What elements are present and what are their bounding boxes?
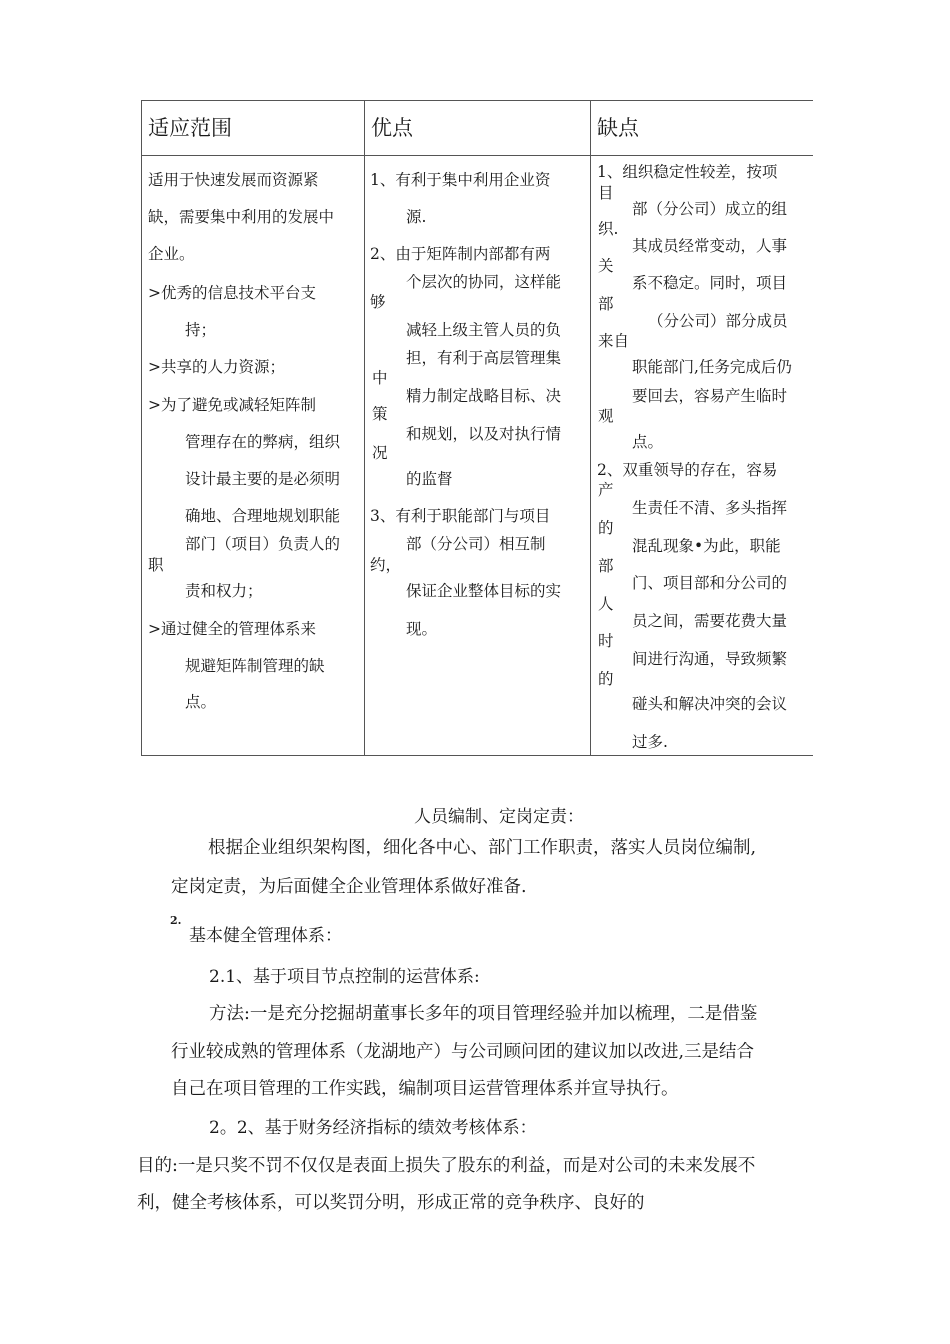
staffing-title: 人员编制、定岗定责： (414, 807, 584, 827)
scope-bullet: >通过健全的管理体系来 (148, 620, 316, 638)
section-2-number: 2. (170, 914, 182, 927)
section-2-1-paragraph-line: 方法:一是充分挖掘胡董事长多年的项目管理经验并加以梳理，二是借鉴 (209, 1004, 758, 1024)
advantage-line: 保证企业整体目标的实 (406, 582, 562, 600)
advantage-line: 约， (370, 556, 402, 574)
table-divider-1 (364, 100, 365, 755)
table-left-border (141, 100, 142, 755)
scope-line: 设计最主要的是必须明 (185, 470, 341, 488)
advantage-line: 部（分公司）相互制 (406, 535, 546, 553)
disadvantage-line: 2、双重领导的存在，容易 (597, 461, 778, 479)
table-divider-2 (590, 100, 591, 755)
scope-line: 部门（项目）负责人的 (185, 535, 341, 553)
table-bottom-rule (141, 755, 813, 756)
section-2-2-paragraph-line: 利，健全考核体系，可以奖罚分明，形成正常的竞争秩序、良好的 (137, 1193, 645, 1213)
scope-bullet: >为了避免或减轻矩阵制 (148, 396, 316, 414)
disadvantage-line: 目 (598, 184, 614, 202)
advantage-line: 精力制定战略目标、决 (406, 387, 562, 405)
disadvantage-line: 人 (598, 595, 614, 613)
advantage-line: 中 (372, 369, 388, 387)
disadvantage-line: （分公司）部分成员 (648, 312, 788, 330)
disadvantage-line: 门、项目部和分公司的 (632, 574, 788, 592)
disadvantage-line: 混乱现象•为此，职能 (632, 537, 781, 555)
scope-line: 点。 (185, 693, 217, 711)
disadvantage-line: 系不稳定。同时，项目 (632, 274, 788, 292)
scope-line: 企业。 (148, 245, 195, 263)
disadvantage-line: 间进行沟通，导致频繁 (632, 650, 788, 668)
disadvantage-line: 员之间，需要花费大量 (632, 612, 788, 630)
disadvantage-line: 部 (598, 295, 614, 313)
staffing-paragraph-line: 定岗定责，为后面健全企业管理体系做好准备. (171, 877, 527, 897)
advantage-line: 1、有利于集中利用企业资 (370, 171, 551, 189)
advantage-line: 策 (372, 405, 388, 423)
advantage-line: 够 (370, 293, 386, 311)
disadvantage-line: 1、组织稳定性较差，按项 (597, 163, 778, 181)
disadvantage-line: 观 (598, 407, 614, 425)
advantage-line: 减轻上级主管人员的负 (406, 321, 562, 339)
header-disadvantages: 缺点 (597, 116, 639, 140)
disadvantage-line: 其成员经常变动，人事 (632, 237, 788, 255)
disadvantage-line: 的 (598, 670, 614, 688)
advantage-line: 个层次的协同，这样能 (406, 273, 562, 291)
disadvantage-line: 来自 (598, 332, 630, 350)
scope-bullet: >优秀的信息技术平台支 (148, 284, 316, 302)
disadvantage-line: 生责任不清、多头指挥 (632, 499, 788, 517)
section-2-2-paragraph-line: 目的:一是只奖不罚不仅仅是表面上损失了股东的利益，而是对公司的未来发展不 (137, 1156, 756, 1176)
disadvantage-line: 部 (598, 557, 614, 575)
section-2-1-title: 2.1、基于项目节点控制的运营体系: (209, 967, 480, 987)
advantage-line: 的监督 (406, 470, 453, 488)
advantage-line: 和规划，以及对执行情 (406, 425, 562, 443)
advantage-line: 担，有利于高层管理集 (406, 349, 562, 367)
staffing-paragraph-line: 根据企业组织架构图，细化各中心、部门工作职责，落实人员岗位编制, (208, 838, 757, 858)
disadvantage-line: 时 (598, 632, 614, 650)
scope-bullet: >共享的人力资源； (148, 358, 285, 376)
advantage-line: 现。 (406, 620, 438, 638)
disadvantage-line: 碰头和解决冲突的会议 (632, 695, 788, 713)
disadvantage-line: 要回去，容易产生临时 (632, 387, 788, 405)
disadvantage-line: 织. (598, 220, 619, 238)
section-2-2-title: 2。2、基于财务经济指标的绩效考核体系： (209, 1118, 537, 1138)
scope-line: 缺，需要集中利用的发展中 (148, 208, 335, 226)
table-header-rule (141, 155, 813, 156)
disadvantage-line: 点。 (632, 433, 664, 451)
advantage-line: 源. (406, 208, 427, 226)
scope-line: 持； (185, 321, 217, 339)
disadvantage-line: 产 (598, 481, 614, 499)
scope-line: 管理存在的弊病，组织 (185, 433, 341, 451)
scope-line: 确地、合理地规划职能 (185, 507, 341, 525)
header-scope: 适应范围 (148, 116, 232, 140)
advantage-line: 况 (372, 444, 388, 462)
advantage-line: 2、由于矩阵制内部都有两 (370, 245, 551, 263)
disadvantage-line: 部（分公司）成立的组 (632, 200, 788, 218)
advantage-line: 3、有利于职能部门与项目 (370, 507, 551, 525)
disadvantage-line: 的 (598, 519, 614, 537)
scope-line: 适用于快速发展而资源紧 (148, 171, 319, 189)
section-2-1-paragraph-line: 自己在项目管理的工作实践，编制项目运营管理体系并宣导执行。 (171, 1079, 679, 1099)
section-2-title: 基本健全管理体系： (189, 926, 342, 946)
scope-line: 职 (148, 556, 164, 574)
table-top-rule (141, 100, 813, 101)
disadvantage-line: 关 (598, 257, 614, 275)
header-advantages: 优点 (371, 116, 413, 140)
disadvantage-line: 职能部门,任务完成后仍 (632, 358, 792, 376)
section-2-1-paragraph-line: 行业较成熟的管理体系（龙湖地产）与公司顾问团的建议加以改进,三是结合 (171, 1042, 755, 1062)
disadvantage-line: 过多. (632, 733, 668, 751)
scope-line: 规避矩阵制管理的缺 (185, 657, 325, 675)
scope-line: 责和权力； (185, 582, 263, 600)
